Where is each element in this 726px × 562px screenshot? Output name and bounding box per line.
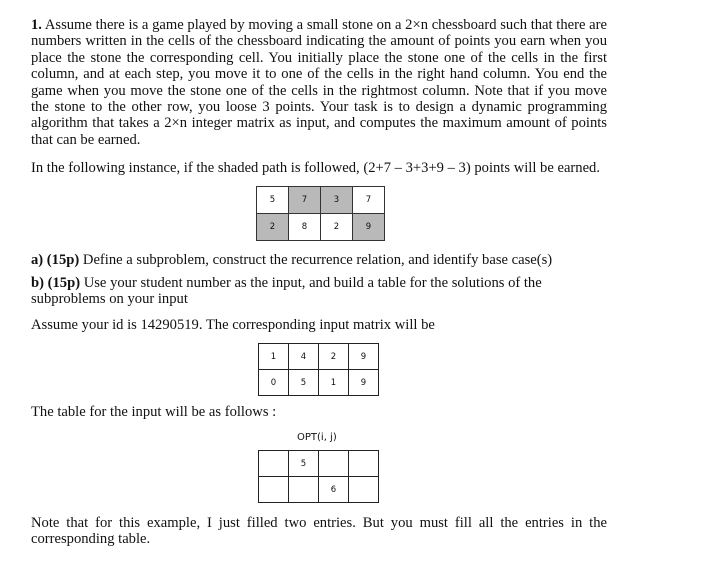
opt-cell: 5 <box>289 451 319 477</box>
input-cell: 5 <box>289 370 319 396</box>
example-cell: 2 <box>321 214 353 241</box>
opt-cell <box>259 451 289 477</box>
example-cell: 8 <box>289 214 321 241</box>
part-a <box>31 252 552 268</box>
opt-cell <box>349 477 379 503</box>
opt-cell: 6 <box>319 477 349 503</box>
problem-statement <box>31 17 607 148</box>
opt-table-row <box>259 451 379 477</box>
example-cell: 7 <box>353 187 385 214</box>
example-cell-shaded: 2 <box>257 214 289 241</box>
input-cell: 1 <box>319 370 349 396</box>
part-a-label: a) (15p) <box>31 252 80 268</box>
instance-description: In the following instance, if the shaded path is followed, (2+7 – 3+3+9 – 3) points will be earned. <box>31 160 600 176</box>
input-cell: 9 <box>349 344 379 370</box>
problem-description: Assume there is a game played by moving a small stone on a 2×n chessboard such that there are numbers written in the cells of the chessboard indicating the amount of points you earn when you place the stone the corresponding cell. You initially place the stone one of the cells in the first column, and at each step, you move it to one of the cells in the right hand column. You end the game when you move the stone one of the cells in the rightmost column. Note that if you move the stone to the other row, you loose 3 points. Your task is to design a dynamic programming algorithm that takes a 2×n integer matrix as input, and computes the maximum amount of points that can be earned. <box>31 17 607 148</box>
example-grid-row <box>257 214 385 241</box>
example-grid <box>256 186 385 241</box>
table-description: The table for the input will be as follows : <box>31 404 277 420</box>
opt-table <box>258 450 379 503</box>
input-cell: 2 <box>319 344 349 370</box>
part-b <box>31 275 571 308</box>
closing-note: Note that for this example, I just filled two entries. But you must fill all the entries in the corresponding table. <box>31 515 607 548</box>
input-grid-row <box>259 344 379 370</box>
part-b-text: Use your student number as the input, and build a table for the solutions of the subproblems on your input <box>31 275 542 308</box>
input-cell: 0 <box>259 370 289 396</box>
opt-table-caption: OPT(i, j) <box>297 432 337 443</box>
opt-cell <box>319 451 349 477</box>
opt-table-row <box>259 477 379 503</box>
opt-cell <box>289 477 319 503</box>
input-cell: 9 <box>349 370 379 396</box>
example-cell-shaded: 7 <box>289 187 321 214</box>
input-grid-row <box>259 370 379 396</box>
input-grid <box>258 343 379 396</box>
example-grid-row <box>257 187 385 214</box>
problem-number: 1. <box>31 17 42 33</box>
opt-cell <box>259 477 289 503</box>
opt-cell <box>349 451 379 477</box>
example-cell-shaded: 3 <box>321 187 353 214</box>
example-cell: 5 <box>257 187 289 214</box>
input-cell: 1 <box>259 344 289 370</box>
part-b-label: b) (15p) <box>31 275 81 291</box>
input-cell: 4 <box>289 344 319 370</box>
example-cell-shaded: 9 <box>353 214 385 241</box>
part-a-text: Define a subproblem, construct the recurrence relation, and identify base case(s) <box>82 252 553 268</box>
id-description: Assume your id is 14290519. The corresponding input matrix will be <box>31 317 435 333</box>
